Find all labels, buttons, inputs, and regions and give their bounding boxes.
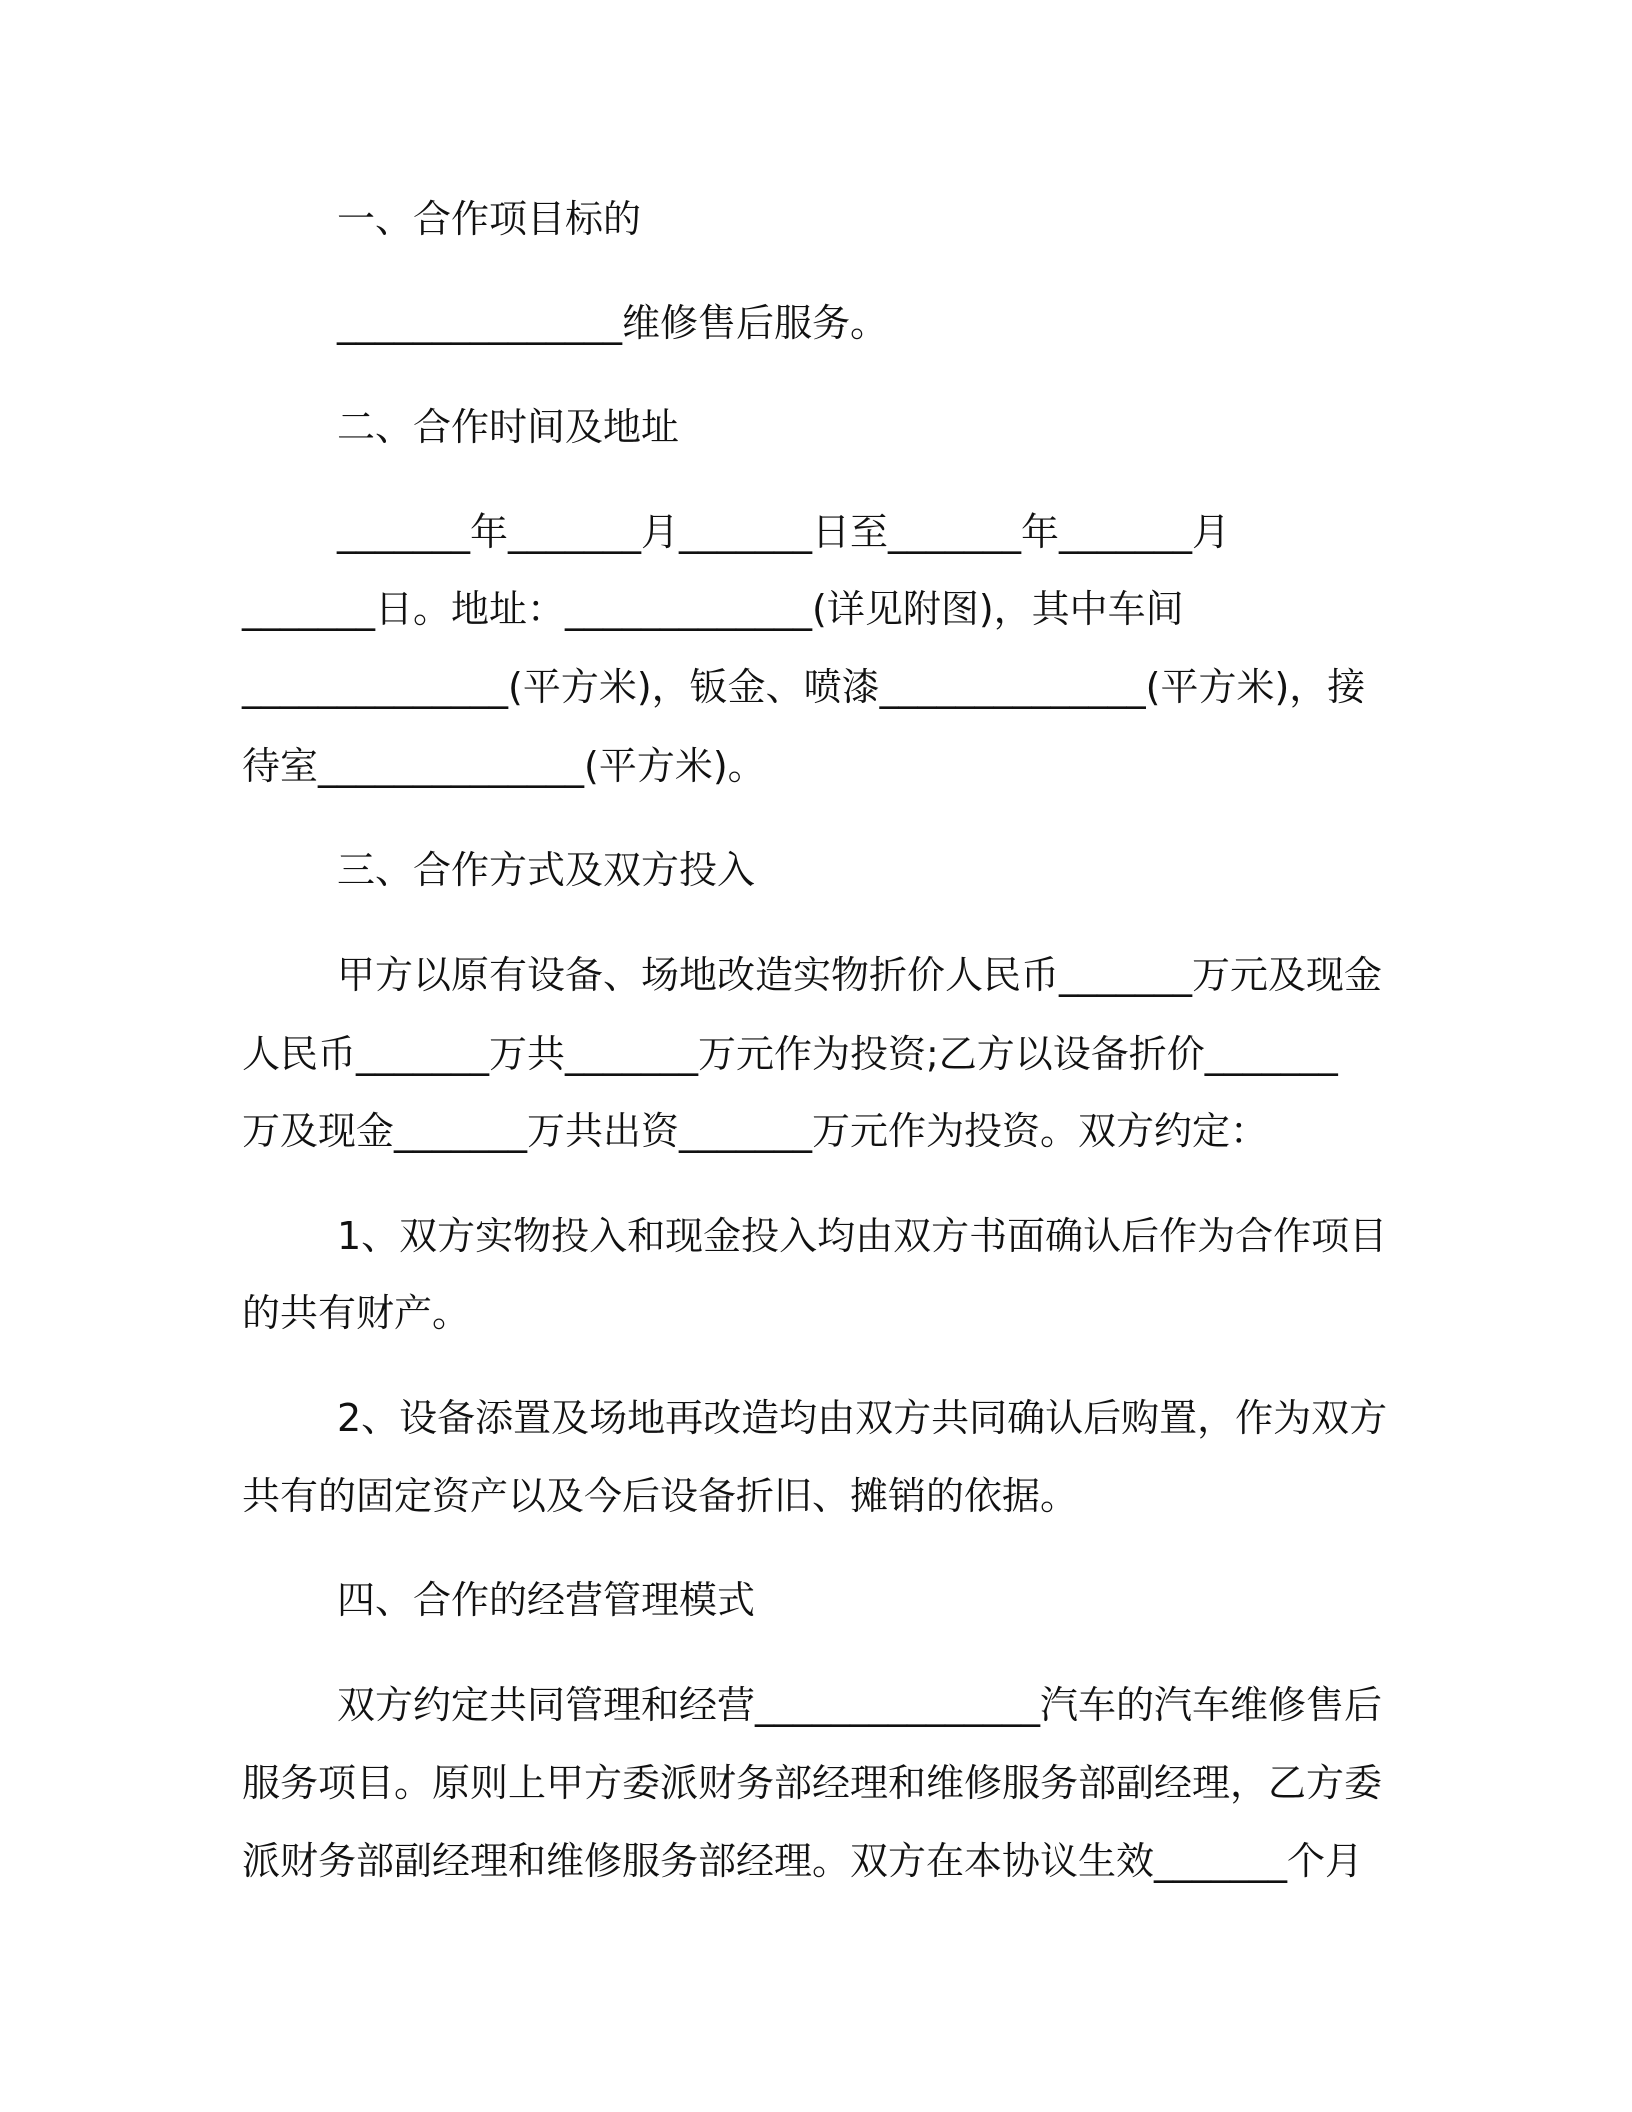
section-3-heading: 三、合作方式及双方投入 bbox=[337, 848, 756, 892]
section-3-line-4: 1、双方实物投入和现金投入均由双方书面确认后作为合作项目 bbox=[337, 1214, 1388, 1258]
section-3-line-2: 人民币_______万共_______万元作为投资;乙方以设备折价_______ bbox=[242, 1032, 1338, 1076]
section-2-line-2: _______日。地址：_____________(详见附图)，其中车间 bbox=[242, 587, 1184, 631]
section-3-line-5: 的共有财产。 bbox=[242, 1291, 471, 1335]
section-2-line-4: 待室______________(平方米)。 bbox=[242, 744, 766, 788]
section-4-line-2: 服务项目。原则上甲方委派财务部经理和维修服务部副经理，乙方委 bbox=[242, 1761, 1383, 1805]
section-2-line-3: ______________(平方米)，钣金、喷漆______________(平方米)，接 bbox=[242, 665, 1366, 709]
section-3-line-3: 万及现金_______万共出资_______万元作为投资。双方约定： bbox=[242, 1109, 1269, 1153]
section-1-line-1: _______________维修售后服务。 bbox=[337, 301, 889, 345]
section-4-line-1: 双方约定共同管理和经营_______________汽车的汽车维修售后 bbox=[337, 1683, 1383, 1727]
section-4-heading: 四、合作的经营管理模式 bbox=[337, 1578, 756, 1622]
section-2-heading: 二、合作时间及地址 bbox=[337, 405, 680, 449]
section-3-line-6: 2、设备添置及场地再改造均由双方共同确认后购置，作为双方 bbox=[337, 1396, 1388, 1440]
section-3-line-1: 甲方以原有设备、场地改造实物折价人民币_______万元及现金 bbox=[337, 953, 1383, 997]
section-4-line-3: 派财务部副经理和维修服务部经理。双方在本协议生效_______个月 bbox=[242, 1839, 1364, 1883]
section-3-line-7: 共有的固定资产以及今后设备折旧、摊销的依据。 bbox=[242, 1474, 1079, 1518]
section-1-heading: 一、合作项目标的 bbox=[337, 197, 642, 241]
section-2-line-1: _______年_______月_______日至_______年_______月 bbox=[337, 510, 1231, 554]
